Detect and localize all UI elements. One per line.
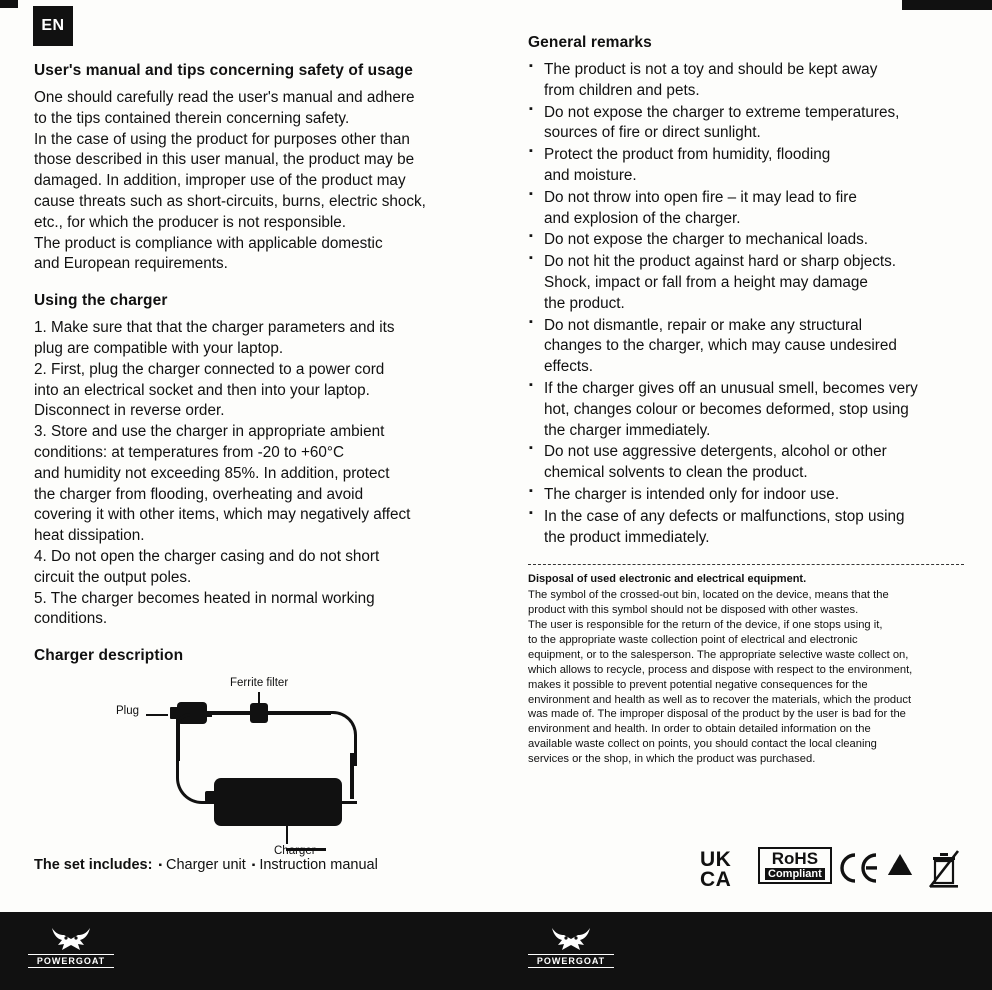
users-manual-paragraph (34, 88, 484, 275)
text-line: changes to the charger, which may cause undesired (544, 337, 897, 355)
text-line: In the case of using the product for purposes other than (34, 130, 410, 148)
text-line: Disconnect in reverse order. (34, 402, 225, 420)
text-line: The user is responsible for the return of the device, if one stops using it, (528, 619, 883, 632)
brand-logo-right (528, 926, 614, 978)
text-line: makes it possible to prevent potential negative consequences for the (528, 678, 868, 691)
text-line: equipment, or to the salesperson. The appropriate selective waste collect on, (528, 648, 909, 661)
goat-head-icon (548, 926, 594, 952)
cable-segment-5 (202, 713, 212, 717)
general-remarks-list (528, 60, 964, 548)
list-item (528, 103, 964, 145)
disposal-title: Disposal of used electronic and electrical equipment. (528, 573, 807, 586)
section-title-general-remarks: General remarks (528, 34, 652, 51)
text-line: from children and pets. (544, 81, 700, 99)
charger-brick-icon (214, 778, 342, 826)
text-line: etc., for which the producer is not responsible. (34, 213, 347, 231)
list-item (528, 145, 964, 187)
text-line: The symbol of the crossed-out bin, located on the device, means that the (528, 589, 889, 602)
brand-name: POWERGOAT (528, 954, 614, 968)
text-line: the product. (544, 294, 625, 312)
language-badge: EN (33, 6, 73, 46)
text-line: 2. First, plug the charger connected to a power cord (34, 360, 385, 378)
ferrite-filter-icon (250, 703, 268, 723)
text-line: The product is compliance with applicable domestic (34, 234, 383, 252)
top-black-mark-right (902, 0, 992, 10)
list-item (528, 188, 964, 230)
diagram-label-plug: Plug (116, 705, 140, 718)
set-includes-item: Instruction manual (259, 857, 378, 873)
text-line: ▪ Do not use aggressive detergents, alcohol or other (544, 443, 887, 461)
text-line: to the tips contained therein concerning safety. (34, 109, 350, 127)
rohs-line2: Compliant (765, 868, 825, 880)
text-line: the charger from flooding, overheating and avoid (34, 485, 364, 503)
text-line: covering it with other items, which may negatively affect (34, 506, 411, 524)
section-title-users-manual: User's manual and tips concerning safety of usage (34, 62, 413, 79)
text-line: the product immediately. (544, 528, 710, 546)
text-line: and humidity not exceeding 85%. In addition, protect (34, 464, 390, 482)
list-item (528, 252, 964, 314)
set-includes-line (34, 857, 378, 873)
list-item (528, 442, 964, 484)
text-line: and moisture. (544, 166, 637, 184)
text-line: into an electrical socket and then into your laptop. (34, 381, 370, 399)
text-line: chemical solvents to clean the product. (544, 464, 808, 482)
text-line: ▪ The product is not a toy and should be kept away (544, 61, 878, 78)
bullet-square-icon: ▪ (158, 859, 162, 871)
text-line: 4. Do not open the charger casing and do not short (34, 547, 380, 565)
text-line: Shock, impact or fall from a height may damage (544, 273, 868, 291)
list-item (528, 316, 964, 378)
text-line: One should carefully read the user's manual and adhere (34, 89, 415, 106)
list-item (528, 230, 964, 251)
cable-segment-1 (206, 711, 252, 715)
text-line: ▪ The charger is intended only for indoor use. (544, 485, 840, 503)
text-line: 5. The charger becomes heated in normal working (34, 589, 375, 607)
certification-marks (700, 845, 965, 900)
text-line: ▪ Do not hit the product against hard or sharp objects. (544, 253, 897, 271)
text-line: heat dissipation. (34, 527, 145, 545)
disposal-text (528, 588, 964, 767)
text-line: circuit the output poles. (34, 568, 192, 586)
text-line: ▪ Do not expose the charger to extreme temperatures, (544, 103, 900, 121)
text-line: and European requirements. (34, 255, 228, 273)
list-item (528, 507, 964, 549)
text-line: services or the shop, in which the product was purchased. (528, 753, 816, 766)
ukca-mark (700, 850, 731, 890)
text-line: 1. Make sure that that the charger parameters and its (34, 319, 395, 337)
section-title-using-the-charger: Using the charger (34, 292, 168, 310)
text-line: conditions. (34, 610, 108, 628)
ce-mark-icon (840, 853, 878, 888)
diagram-label-charger: Charger (274, 845, 316, 858)
text-line: product with this symbol should not be disposed with other wastes. (528, 604, 859, 617)
charger-diagram (34, 673, 484, 863)
text-line: ▪ Do not dismantle, repair or make any structural (544, 316, 862, 334)
brand-name: POWERGOAT (28, 954, 114, 968)
list-item (528, 379, 964, 441)
set-includes-label: The set includes: (34, 857, 153, 873)
text-line: sources of fire or direct sunlight. (544, 124, 761, 142)
rohs-line1: RoHS (771, 849, 819, 868)
goat-head-icon (48, 926, 94, 952)
right-column (528, 34, 964, 767)
text-line: ▪ If the charger gives off an unusual smell, becomes very (544, 379, 918, 397)
rohs-mark (758, 847, 832, 884)
section-divider (528, 564, 964, 565)
text-line: the charger immediately. (544, 421, 711, 439)
text-line: ▪ Protect the product from humidity, flooding (544, 146, 831, 164)
text-line: ▪ In the case of any defects or malfunctions, stop using (544, 507, 905, 525)
using-the-charger-steps (34, 318, 484, 630)
text-line: which allows to recycle, process and dispose with respect to the environment, (528, 663, 913, 676)
left-column (34, 62, 484, 863)
text-line: ▪ Do not throw into open fire – it may lead to fire (544, 188, 857, 206)
text-line: those described in this user manual, the product may be (34, 151, 415, 169)
charger-socket-icon (205, 791, 216, 802)
ukca-line2: CA (700, 867, 732, 891)
text-line: plug are compatible with your laptop. (34, 339, 284, 357)
brand-logo-left (28, 926, 114, 978)
text-line: to the appropriate waste collection point of electrical and electronic (528, 634, 858, 646)
leader-line-plug (146, 714, 168, 716)
text-line: environment and health as well as to recover the materials, which the product (528, 693, 912, 706)
text-line: conditions: at temperatures from -20 to +60°C (34, 443, 345, 461)
text-line: environment and health. In order to obtain detailed information on the (528, 723, 871, 736)
diagram-label-ferrite-filter: Ferrite filter (230, 677, 289, 690)
section-title-charger-description: Charger description (34, 647, 184, 665)
text-line: ▪ Do not expose the charger to mechanical loads. (544, 231, 868, 249)
set-includes-item: Charger unit (166, 857, 246, 873)
text-line: effects. (544, 358, 594, 376)
text-line: was made of. The improper disposal of the product by the user is bad for the (528, 708, 906, 721)
list-item (528, 485, 964, 506)
footer-bar (0, 912, 992, 990)
text-line: hot, changes colour or becomes deformed, stop using (544, 400, 909, 418)
crossed-out-bin-icon (928, 849, 960, 894)
top-black-mark-left (0, 0, 18, 8)
ukca-line1: UK (700, 848, 732, 871)
text-line: available waste collect on points, you should contact the local cleaning (528, 738, 877, 751)
text-line: cause threats such as short-circuits, burns, electric shock, (34, 192, 426, 210)
text-line: and explosion of the charger. (544, 209, 741, 227)
bullet-square-icon: ▪ (251, 859, 256, 871)
text-line: 3. Store and use the charger in appropriate ambient (34, 423, 385, 441)
text-line: damaged. In addition, improper use of the product may (34, 172, 406, 190)
recycle-icon (882, 851, 918, 890)
list-item (528, 60, 964, 102)
